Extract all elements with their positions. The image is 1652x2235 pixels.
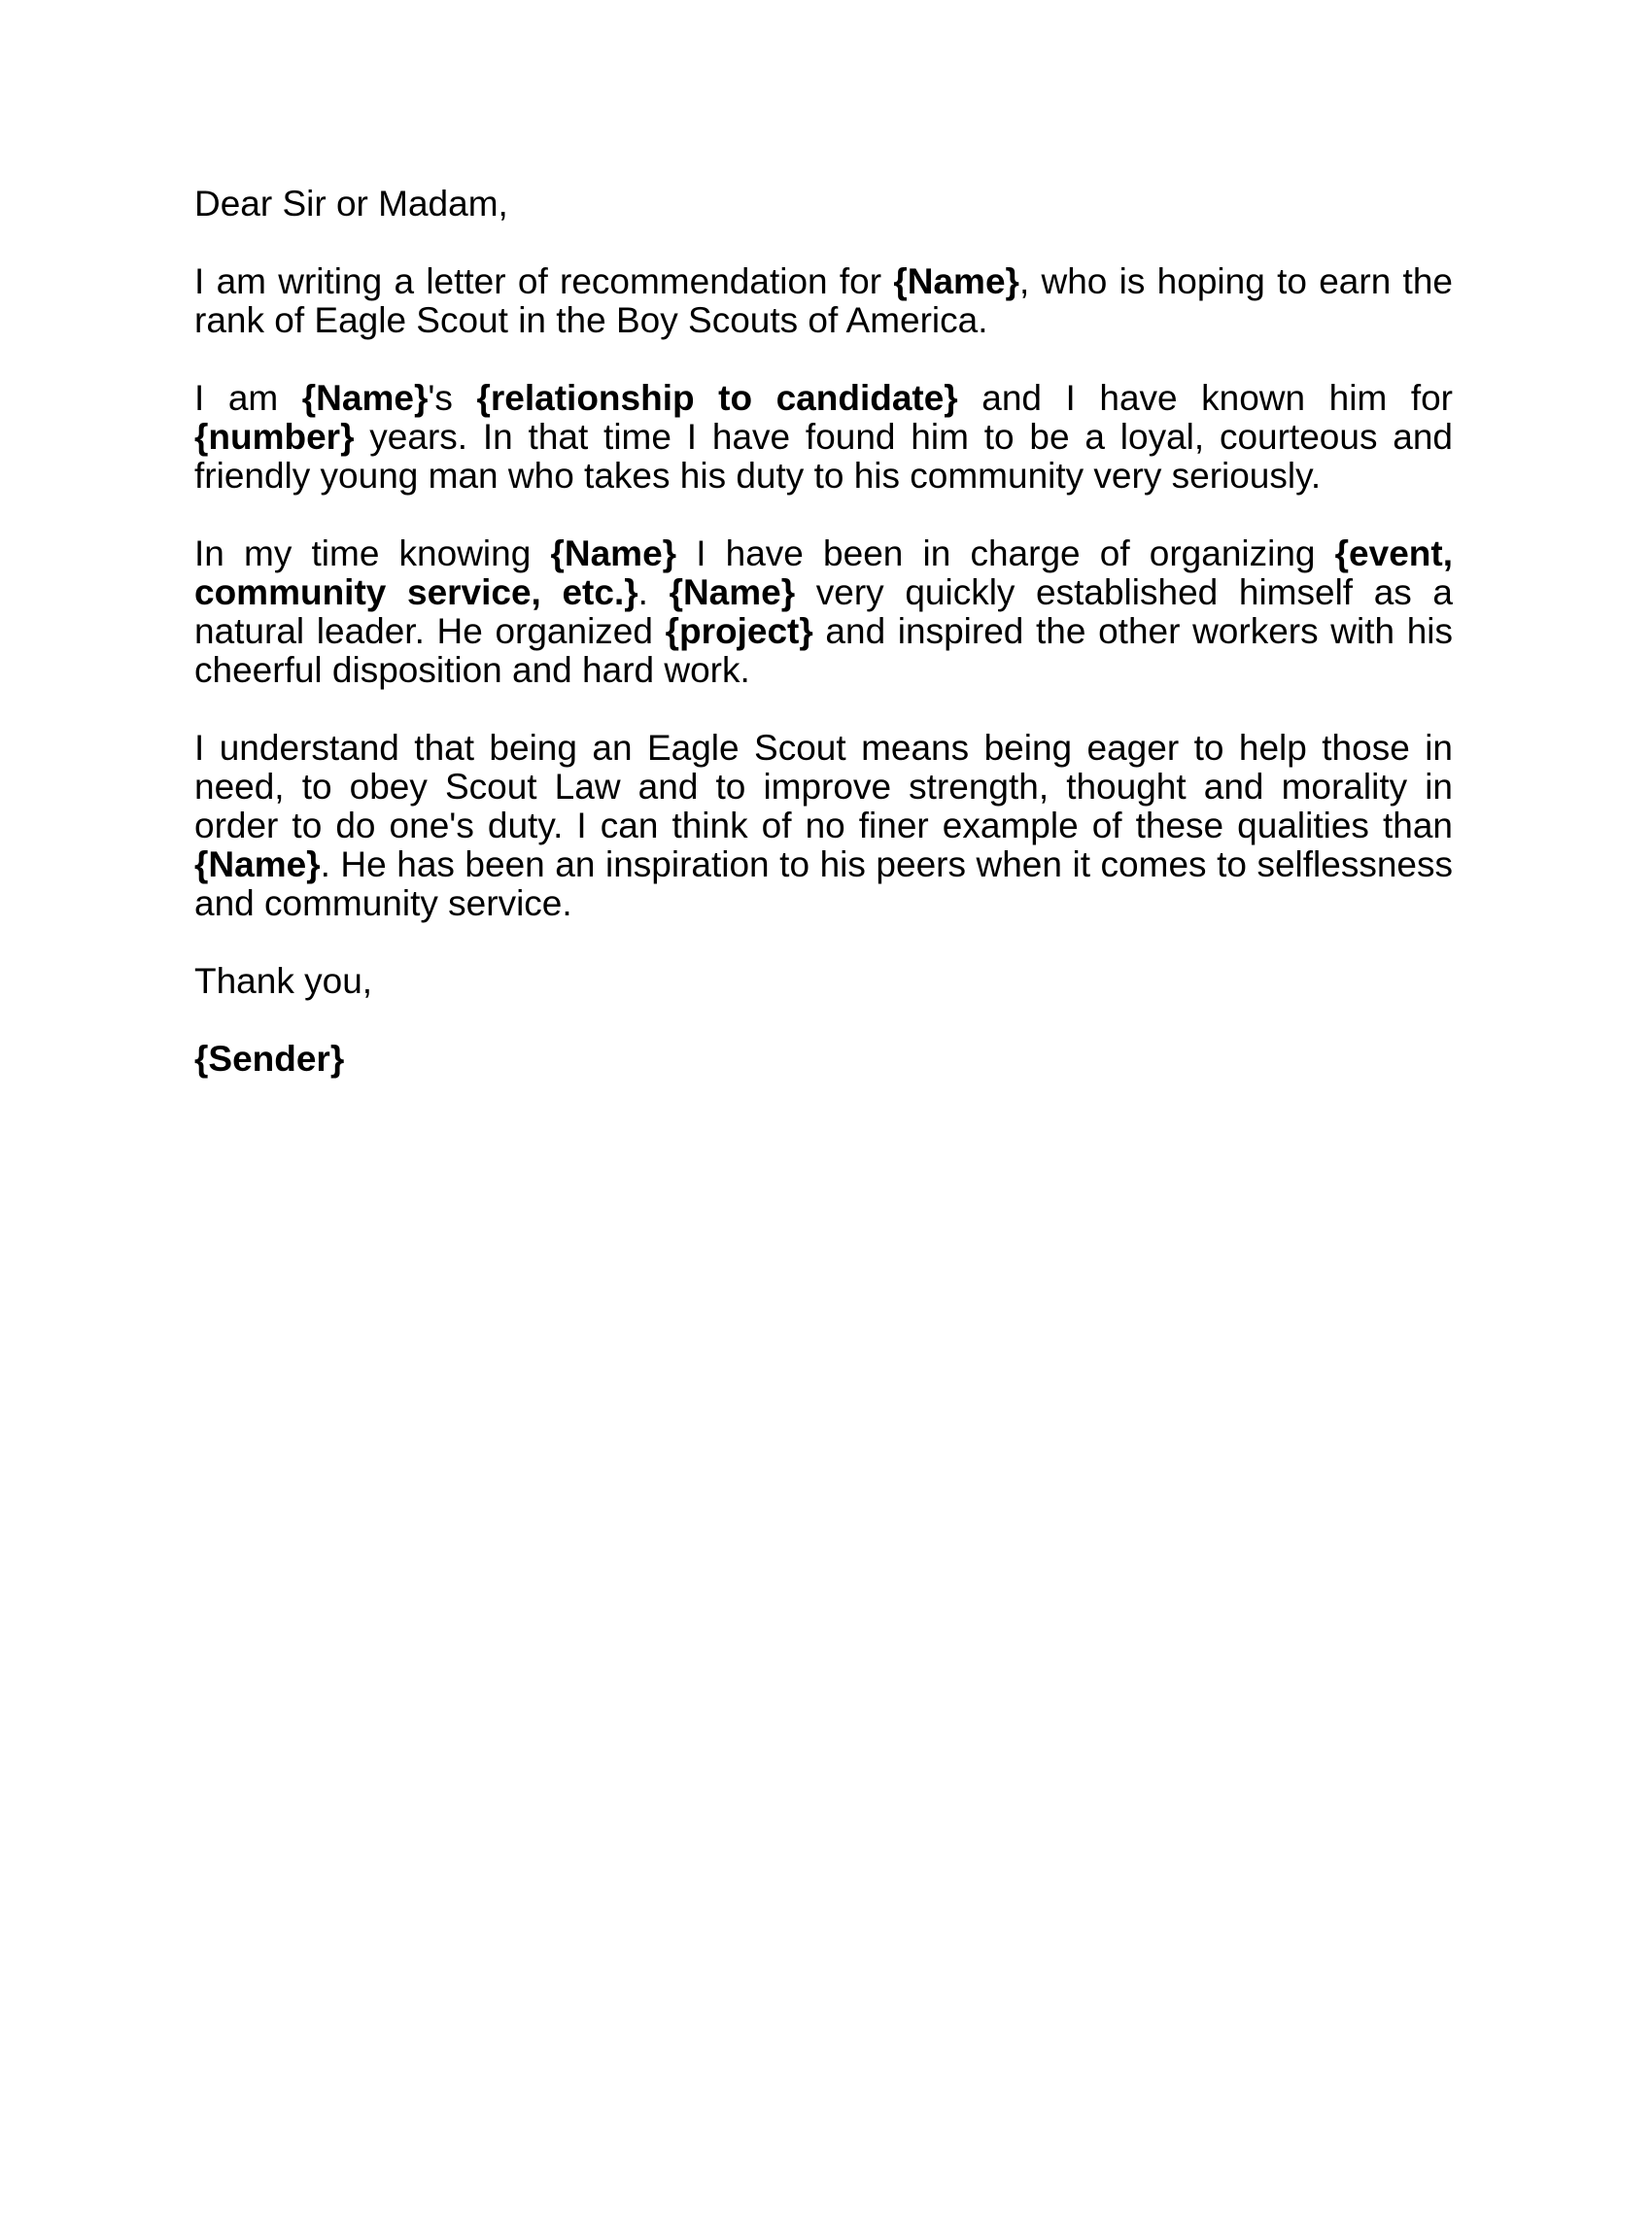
paragraph-text: In my time knowing [194, 533, 551, 573]
greeting-text: Dear Sir or Madam, [194, 184, 508, 224]
closing-text: Thank you, [194, 961, 373, 1001]
placeholder-name: {Name} [893, 261, 1019, 301]
paragraph-qualities [194, 729, 1453, 923]
paragraph-text: years. In that time I have found him to be a loyal, courteous and friendly young man who takes his duty to his community very seriously. [194, 417, 1453, 496]
paragraph-text: very quickly established himself as a natural leader. He organized [194, 572, 1453, 651]
letter-signature [194, 1040, 1453, 1079]
letter-body [194, 185, 1453, 1118]
placeholder-name: {Name} [301, 378, 429, 418]
placeholder-sender: {Sender} [194, 1039, 345, 1079]
paragraph-text: . He has been an inspiration to his peers when it comes to selflessness and community service. [194, 844, 1453, 923]
paragraph-text: 's [428, 378, 477, 418]
paragraph-text: and inspired the other workers with his cheerful disposition and hard work. [194, 611, 1453, 690]
paragraph-text: and I have known him for [957, 378, 1453, 418]
paragraph-text: I am [194, 378, 302, 418]
placeholder-relationship: {relationship to candidate} [476, 378, 958, 418]
paragraph-text: I am writing a letter of recommendation for [194, 261, 894, 301]
paragraph-text: . [637, 572, 670, 612]
placeholder-name: {Name} [194, 844, 321, 884]
placeholder-event: {event, community service, etc.} [194, 533, 1453, 612]
placeholder-project: {project} [665, 611, 813, 651]
paragraph-text: I understand that being an Eagle Scout means being eager to help those in need, to obey Scout Law and to improve strength, thought and morality in order to do one's duty. I can think of no finer example of these qualities than [194, 728, 1453, 845]
paragraph-leadership [194, 534, 1453, 690]
placeholder-number: {number} [194, 417, 355, 457]
paragraph-intro [194, 262, 1453, 340]
letter-greeting [194, 185, 1453, 224]
paragraph-relationship [194, 379, 1453, 496]
placeholder-name: {Name} [550, 533, 677, 573]
paragraph-text: I have been in charge of organizing [676, 533, 1335, 573]
paragraph-text: , who is hoping to earn the rank of Eagle Scout in the Boy Scouts of America. [194, 261, 1453, 340]
placeholder-name: {Name} [669, 572, 796, 612]
letter-closing [194, 962, 1453, 1001]
